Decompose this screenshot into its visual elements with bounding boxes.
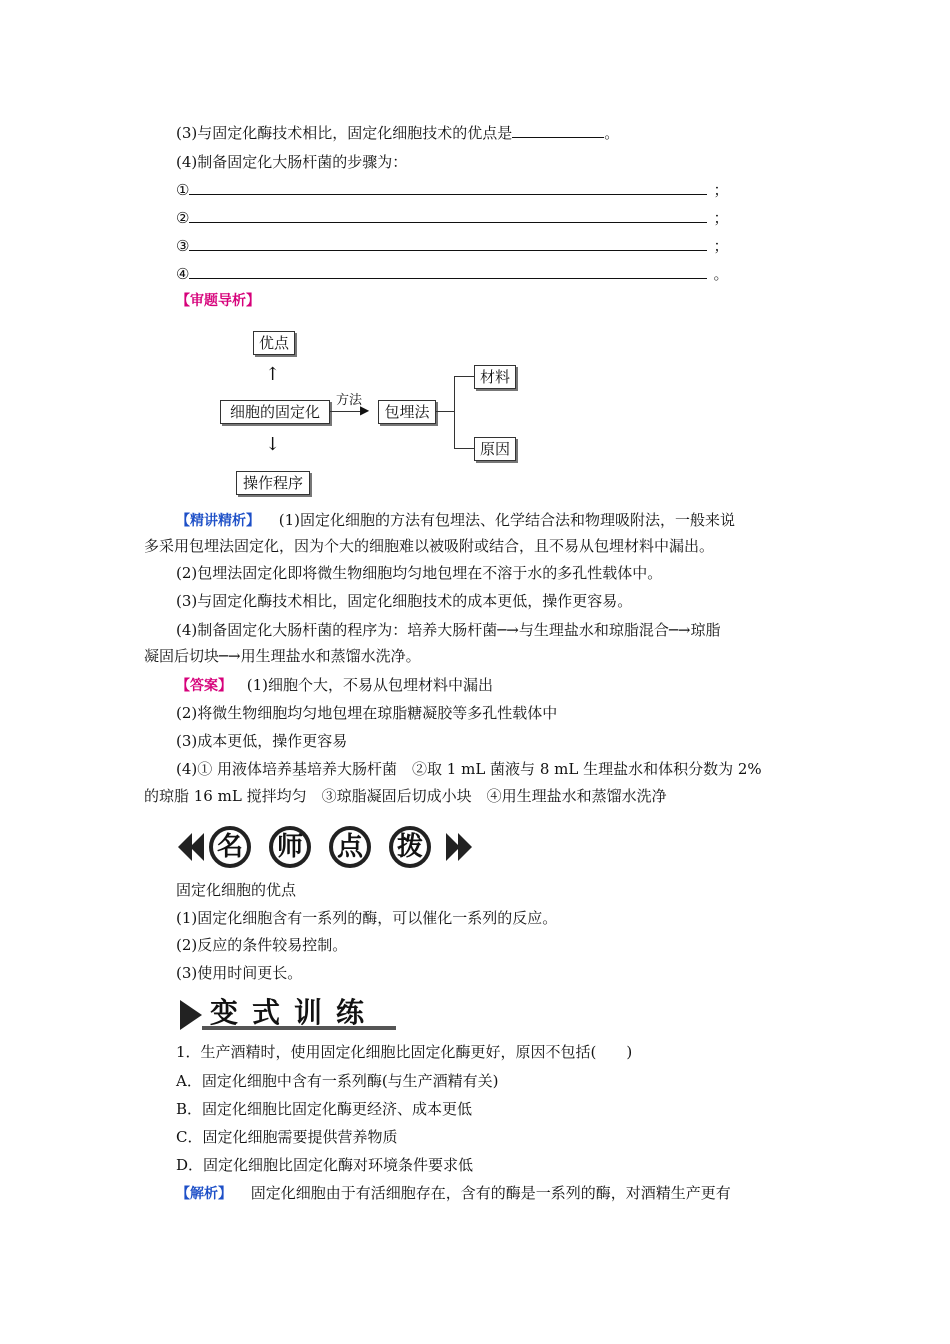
step-blank [189,236,707,251]
answer-blank [512,123,604,138]
diagram-top-box: 优点 [253,331,295,355]
diagram-branch2-box: 原因 [474,437,516,461]
step-line-4: ④ 。 [176,265,729,283]
shenti-tag: 【审题导析】 [176,293,260,309]
banner-char: 师 [276,832,303,862]
mingshi-l1: (1)固定化细胞含有一系列的酶，可以催化一系列的反应。 [176,909,558,927]
jingjiang-p4b: 凝固后切块─→用生理盐水和蒸馏水洗净。 [144,647,421,665]
step-line-2: ② ； [176,209,729,227]
jingjiang-p1a: 【精讲精析】 (1)固定化细胞的方法有包埋法、化学结合法和物理吸附法，一般来说 [176,511,736,529]
arrow-up-icon: ↑ [265,364,281,385]
jiexi-line: 【解析】 固定化细胞由于有活细胞存在，含有的酶是一系列的酶，对酒精生产更有 [176,1184,731,1202]
diagram-bottom-box: 操作程序 [236,471,310,495]
option-c: C．固定化细胞需要提供营养物质 [176,1128,398,1146]
answer-4b: 的琼脂 16 mL 搅拌均匀 ③琼脂凝固后切成小块 ④用生理盐水和蒸馏水洗净 [144,787,667,805]
answer-2: (2)将微生物细胞均匀地包埋在琼脂糖凝胶等多孔性载体中 [176,704,558,722]
answer-3: (3)成本更低，操作更容易 [176,732,348,750]
option-a: A．固定化细胞中含有一系列酶(与生产酒精有关) [176,1072,499,1090]
jingjiang-p1b: 多采用包埋法固定化，因为个大的细胞难以被吸附或结合，且不易从包埋材料中漏出。 [144,537,715,555]
question-3: (3)与固定化酶技术相比，固定化细胞技术的优点是 。 [176,124,620,142]
answer-1: 【答案】 (1)细胞个大，不易从包埋材料中漏出 [176,676,494,694]
question-3-text: (3)与固定化酶技术相比，固定化细胞技术的优点是 [176,124,513,142]
branch-vertical [454,376,455,448]
arrow-right-icon: ▶ [360,403,370,417]
step-blank [189,180,707,195]
jiexi-tag: 【解析】 [176,1186,232,1202]
question-4: (4)制备固定化大肠杆菌的步骤为： [176,153,408,171]
banner-char: 点 [336,832,363,862]
branch-stem [436,411,454,412]
step-line-3: ③ ； [176,237,729,255]
jingjiang-p2: (2)包埋法固定化即将微生物细胞均匀地包埋在不溶于水的多孔性载体中。 [176,564,663,582]
option-d: D．固定化细胞比固定化酶对环境条件要求低 [176,1156,474,1174]
arrow-label: 方法 [336,393,363,408]
banner-char: 拨 [396,832,423,862]
answer-tag: 【答案】 [176,678,232,694]
jingjiang-tag: 【精讲精析】 [176,513,260,529]
mingshi-title: 固定化细胞的优点 [176,881,297,899]
jingjiang-p3: (3)与固定化酶技术相比，固定化细胞技术的成本更低，操作更容易。 [176,592,633,610]
banner-char: 名 [216,832,243,862]
answer-4a: (4)① 用液体培养基培养大肠杆菌 ②取 1 mL 菌液与 8 mL 生理盐水和体积分数为 2% [176,760,762,778]
mingshi-l3: (3)使用时间更长。 [176,964,303,982]
bianshi-title: 变式训练 [210,996,379,1029]
question-1: 1．生产酒精时，使用固定化细胞比固定化酶更好，原因不包括( ) [176,1043,633,1061]
arrow-down-icon: ↓ [265,434,281,455]
branch-top [454,376,474,377]
step-blank [189,208,707,223]
mingshi-l2: (2)反应的条件较易控制。 [176,936,348,954]
diagram-branch1-box: 材料 [474,365,516,389]
diagram-method-box: 包埋法 [378,400,436,424]
option-b: B．固定化细胞比固定化酶更经济、成本更低 [176,1100,473,1118]
jingjiang-p4a: (4)制备固定化大肠杆菌的程序为：培养大肠杆菌─→与生理盐水和琼脂混合─→琼脂 [176,621,721,639]
step-line-1: ① ； [176,181,729,199]
branch-bottom [454,448,474,449]
diagram-center-box: 细胞的固定化 [220,400,330,424]
step-blank [189,264,707,279]
